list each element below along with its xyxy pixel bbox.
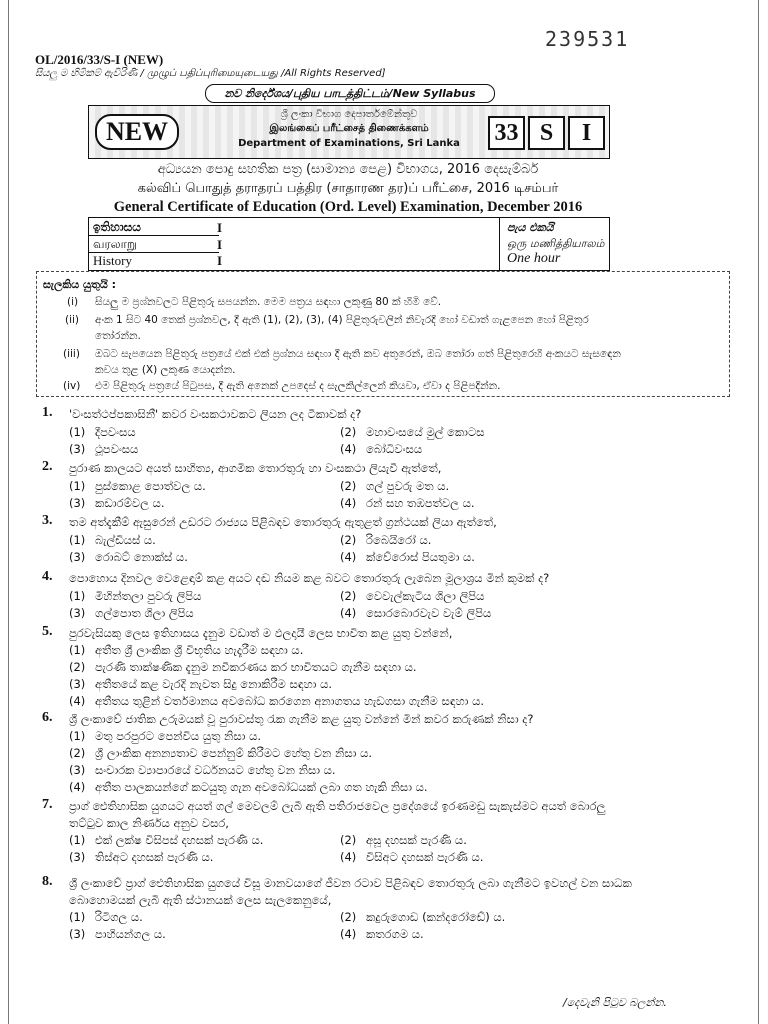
- option-number: (4): [340, 550, 357, 564]
- option-text: තිස්අට දහසක් පැරණි ය.: [95, 850, 214, 864]
- option-3: [69, 442, 138, 457]
- instruction-text: අංක 1 සිට 40 තෙක් ප්‍රශ්නවල, දී ඇති (1), (2), (3), (4) පිළිතුරුවලින් නිවැරදි හෝ වඩාත් ගැළපෙන හෝ පිළිතුර: [95, 314, 589, 326]
- option-2: [340, 533, 431, 548]
- option-3: [69, 550, 188, 565]
- option-text: සොරබොරවැව වැම් ලිපිය: [366, 606, 492, 620]
- option-text: අතීතය තුළින් වර්තමානය අවබෝධ කරගෙන අනාගතය හැඩගසා ගැනීම සඳහා ය.: [95, 694, 484, 708]
- option-number: (2): [340, 833, 357, 847]
- exam-title-sinhala: අධ්‍යයන පොදු සහතික පත්‍ර (සාමාන්‍ය පෙළ) විභාගය, 2016 දෙසැම්බර්: [157, 162, 539, 177]
- subject-paper-number: I: [217, 253, 223, 268]
- option-4: [69, 780, 428, 795]
- option-number: (3): [69, 763, 86, 777]
- option-text: පුස්කොළ පොත්වල ය.: [95, 479, 206, 493]
- option-4: [340, 442, 422, 457]
- subject-tamil: வரலாறு: [93, 237, 137, 251]
- option-text: රොබට් නොක්ස් ය.: [95, 550, 188, 564]
- option-2: [69, 746, 372, 761]
- paper-code-part: I: [568, 116, 605, 150]
- instruction-text: ඔබට සැපයෙන පිළිතුරු පත්‍රයේ එක් එක් ප්‍රශ්නය සඳහා දී ඇති කව අතුරෙන්, ඔබ තෝරා ගත් පිළිතුරෙහි අංකයට සැසඳෙන: [95, 348, 621, 360]
- subject-english: History: [93, 253, 132, 268]
- option-number: (3): [69, 496, 86, 510]
- option-text: කදුරුගොඩ (කන්දරෝඩේ) ය.: [366, 910, 506, 924]
- question-text: තට්ටුව කාල නිර්ණය අනුව වසර,: [69, 816, 229, 830]
- subject-sinhala: ඉතිහාසය: [93, 220, 141, 234]
- question-number: 2.: [42, 459, 53, 474]
- question-text: ශ්‍රී ලංකාවේ ප්‍රාග් ඓතිහාසික යුගයේ විසූ මානවයාගේ ජීවන රටාව පිළිබඳව තොරතුරු ලබා ගැනීමට ඉවහල් වන සාධක: [69, 876, 632, 890]
- option-3: [69, 927, 166, 942]
- option-text: රිබෙයිරෝ ය.: [366, 533, 432, 547]
- question-text: ප්‍රාග් ඓතිහාසික යුගයට අයත් ගල් මෙවලම් ලැබී ඇති පතිරාජවෙල ප්‍රදේශයේ ඉරණමඩු සැකැස්මට අයත් බොරලු: [69, 799, 606, 813]
- instruction-text: කවය තුළ (X) ලකුණ යොදන්න.: [95, 364, 236, 376]
- option-number: (2): [69, 660, 86, 674]
- exam-title-tamil: கல்விப் பொதுத் தராதரப் பத்திர (சாதாரண தர)ப் பரீட்சை, 2016 டிசம்பர்: [137, 181, 559, 196]
- question-number: 8.: [42, 874, 53, 889]
- option-1: [69, 729, 261, 744]
- option-number: (1): [69, 479, 86, 493]
- option-number: (1): [69, 833, 86, 847]
- option-number: (3): [69, 606, 86, 620]
- option-2: [340, 589, 484, 604]
- option-number: (1): [69, 729, 86, 743]
- option-4: [69, 694, 484, 709]
- department-name-english: Department of Examinations, Sri Lanka: [238, 138, 460, 149]
- option-text: රිටිගල ය.: [95, 910, 143, 924]
- exam-title: [88, 160, 608, 217]
- option-4: [340, 550, 475, 565]
- option-number: (3): [69, 550, 86, 564]
- instruction-number: (iv): [63, 380, 81, 392]
- option-number: (1): [69, 643, 86, 657]
- option-number: (2): [340, 425, 357, 439]
- option-number: (3): [69, 850, 86, 864]
- question-text: තම අත්දැකීම් ඇසුරෙන් උඩරට රාජ්‍යය පිළිබඳව තොරතුරු ඇතුළත් ග්‍රන්ථයක් ලියා ඇත්තේ,: [69, 515, 497, 529]
- option-number: (2): [340, 533, 357, 547]
- option-2: [340, 479, 449, 494]
- department-name-tamil: இலங்கைப் பரீட்சைத் திணைக்களம்: [269, 123, 429, 134]
- option-number: (4): [340, 927, 357, 941]
- option-number: (1): [69, 910, 86, 924]
- option-number: (4): [340, 850, 357, 864]
- instruction-number: (ii): [65, 314, 80, 326]
- option-2: [340, 910, 505, 925]
- option-text: මිහින්තලා පුවරු ලිපිය: [95, 589, 202, 603]
- option-text: පැරණි තාක්ෂණික දැනුම නවීකරණය කර භාවිතයට ගැනීම සඳහා ය.: [95, 660, 417, 674]
- syllabus-badge: නව නිර්දේශය/புதிய பாடத்திட்டம்/New Syllabus: [205, 84, 495, 103]
- scan-edge-right: [758, 0, 759, 1024]
- instructions-box: [36, 271, 730, 397]
- option-2: [69, 660, 417, 675]
- instruction-text: එම පිළිතුරු පත්‍රයේ පිටුපස, දී ඇති අනෙක් උපදෙස් ද සැලකිල්ලෙන් කියවා, ඒවා ද පිළිපදින්න.: [95, 380, 501, 392]
- option-1: [69, 910, 143, 925]
- question-number: 7.: [42, 797, 53, 812]
- department-banner: [88, 105, 610, 159]
- question-text: පුරවැසියකු ලෙස ඉතිහාසය දැනුම වඩාත් ම ඵලදායී ලෙස භාවිත කළ යුතු වන්නේ,: [69, 626, 453, 640]
- subject-paper-number: I: [217, 220, 223, 235]
- option-3: [69, 763, 336, 778]
- question-text: පුරාණ කාලයට අයත් සාහිත්‍ය, ආගමික තොරතුරු හා වංසකථා ලියැවී ඇත්තේ,: [69, 461, 442, 475]
- question-text: 'වංසත්ථප්පකාසිනී' කවර වංසකථාවකට ලියන ලද ටීකාවක් ද?: [69, 407, 362, 421]
- option-1: [69, 533, 156, 548]
- question-text: බොහොමයක් ලැබී ඇති ස්ථානයක් ලෙස සැලකෙනුයේ,: [69, 893, 332, 907]
- option-number: (3): [69, 677, 86, 691]
- option-1: [69, 425, 136, 440]
- question-number: 5.: [42, 624, 53, 639]
- option-text: දීපවංසය: [95, 425, 136, 439]
- option-text: රන් සහ තඹපත්වල ය.: [366, 496, 475, 510]
- instruction-text: තෝරන්න.: [95, 330, 141, 342]
- option-4: [340, 927, 424, 942]
- option-text: මහාවංසයේ මුල් කොටස: [366, 425, 485, 439]
- paper-code: OL/2016/33/S-I (NEW): [35, 52, 164, 67]
- option-1: [69, 479, 206, 494]
- paper-code-number: 33: [488, 116, 525, 150]
- option-1: [69, 833, 263, 848]
- option-text: ක්වේරොස් පියතුමා ය.: [366, 550, 475, 564]
- option-number: (1): [69, 425, 86, 439]
- question-text: ශ්‍රී ලංකාවේ ජාතික උරුමයක් වූ පුරාවස්තු රැක ගැනීම කළ යුතු වන්නේ මින් කවර කරුණක් නිසා ද?: [69, 712, 534, 726]
- duration-english: One hour: [507, 251, 561, 266]
- new-logo: NEW: [95, 114, 179, 150]
- subject-divider: [89, 235, 219, 236]
- option-text: අතීත ශ්‍රී ලාංකික ශ්‍රී විභූතිය හැදෑරීම සඳහා ය.: [95, 643, 304, 657]
- duration-sinhala: පැය එකයි: [507, 221, 554, 234]
- paper-code-language: S: [528, 116, 565, 150]
- option-3: [69, 606, 194, 621]
- option-number: (4): [340, 442, 357, 456]
- option-number: (2): [340, 479, 357, 493]
- question-number: 4.: [42, 569, 53, 584]
- option-text: ථූපවංසය: [95, 442, 139, 456]
- option-3: [69, 850, 213, 865]
- option-text: සංචාරක ව්‍යාපාරයේ වර්ධනයට හේතු වන නිසා ය.: [95, 763, 336, 777]
- page-turn-note: /දෙවැනි පිටුව බලන්න.: [563, 996, 667, 1009]
- option-number: (3): [69, 442, 86, 456]
- option-1: [69, 589, 201, 604]
- option-number: (2): [340, 589, 357, 603]
- option-4: [340, 850, 483, 865]
- option-number: (4): [340, 496, 357, 510]
- option-text: බෝධිවංසය: [366, 442, 423, 456]
- option-number: (2): [69, 746, 86, 760]
- subject-box: [88, 217, 610, 271]
- question-number: 1.: [42, 405, 53, 420]
- option-number: (1): [69, 533, 86, 547]
- exam-title-english: General Certificate of Education (Ord. Level) Examination, December 2016: [113, 199, 583, 215]
- option-text: එක් ලක්ෂ විසිපස් දහසක් පැරණි ය.: [95, 833, 264, 847]
- instruction-text: සියලු ම ප්‍රශ්නවලට පිළිතුරු සපයන්න. මෙම පත්‍රය සඳහා ලකුණු 80 ක් හිමි වේ.: [95, 296, 442, 308]
- rights-notice: සියලු ම හිමිකම් ඇවිරිණි / முழுப் பதிப்புரிமையுடையது /All Rights Reserved]: [35, 68, 386, 79]
- question-number: 3.: [42, 513, 53, 528]
- option-1: [69, 643, 303, 658]
- question-text: පොහොය දිනවල වෙළෙඳාම් කළ අයට දඬ නියම කළ බවට තොරතුරු ලැබෙන මූලාශ්‍රය මින් කුමක් ද?: [69, 571, 550, 585]
- option-text: කතරගම ය.: [366, 927, 424, 941]
- option-2: [340, 833, 467, 848]
- subject-paper-number: I: [217, 237, 223, 252]
- option-number: (3): [69, 927, 86, 941]
- instruction-number: (iii): [63, 348, 80, 360]
- option-text: අතීතයේ කළ වැරදි නැවත සිදු නොකිරීම සඳහා ය.: [95, 677, 333, 691]
- option-text: අතීත පාලකයන්ගේ කටයුතු ගැන අවබෝධයක් ලබා ගත හැකි නිසා ය.: [95, 780, 428, 794]
- option-4: [340, 606, 491, 621]
- department-name-sinhala: ශ්‍රී ලංකා විභාග දෙපාර්තමේන්තුව: [280, 109, 418, 120]
- option-text: ගල්පොත ශිලා ලිපිය: [95, 606, 194, 620]
- serial-number: 239531: [545, 27, 630, 51]
- option-number: (1): [69, 589, 86, 603]
- option-number: (4): [69, 694, 86, 708]
- option-4: [340, 496, 475, 511]
- option-number: (4): [340, 606, 357, 620]
- option-text: පාහියන්ගල ය.: [95, 927, 166, 941]
- option-text: ගල් පුවරු මත ය.: [366, 479, 450, 493]
- question-number: 6.: [42, 710, 53, 725]
- instruction-number: (i): [67, 296, 79, 308]
- option-3: [69, 677, 332, 692]
- option-text: කඩාරම්වල ය.: [95, 496, 165, 510]
- duration-tamil: ஒரு மணித்தியாலம்: [507, 237, 605, 250]
- option-text: ශ්‍රී ලාංකික අනන්‍යතාව පෙන්නුම් කිරීමට හේතු වන නිසා ය.: [95, 746, 373, 760]
- option-text: වෙවැල්කැටිය ශිලා ලිපිය: [366, 589, 485, 603]
- paper-code-boxes: [488, 116, 605, 150]
- option-number: (2): [340, 910, 357, 924]
- option-text: අසූ දහසක් පැරණි ය.: [366, 833, 467, 847]
- option-number: (4): [69, 780, 86, 794]
- instructions-heading: සැලකිය යුතුයි :: [43, 278, 117, 291]
- option-text: විසිඅට දහසක් පැරණි ය.: [366, 850, 484, 864]
- scan-edge-left: [8, 0, 9, 1024]
- option-text: මතු පරපුරට පෙන්විය යුතු නිසා ය.: [95, 729, 262, 743]
- option-text: බැල්ඩියස් ය.: [95, 533, 156, 547]
- option-3: [69, 496, 164, 511]
- option-2: [340, 425, 485, 440]
- time-divider: [499, 218, 500, 270]
